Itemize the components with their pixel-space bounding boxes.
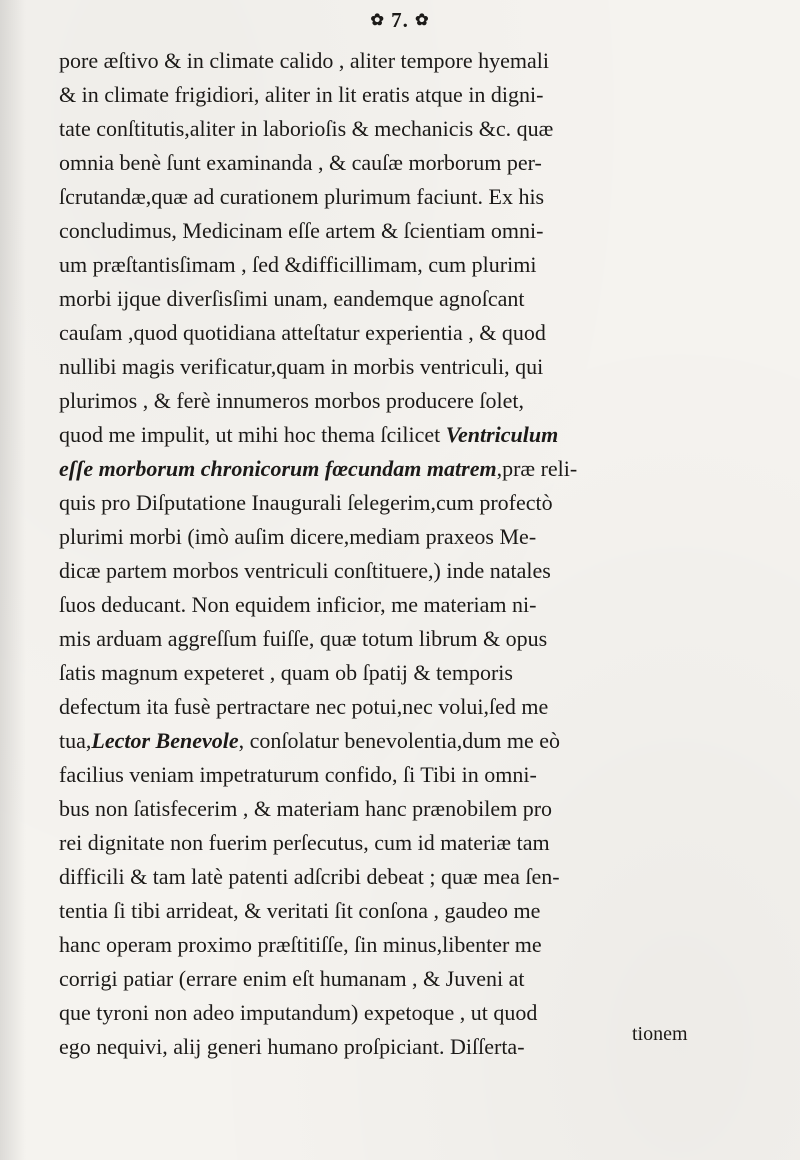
text-line: pore æſtivo & in climate calido , aliter tempore hyemali <box>59 48 549 73</box>
italic-phrase: Ventriculum <box>445 422 559 447</box>
text-line: ſatis magnum expeteret , quam ob ſpatij & temporis <box>59 660 513 685</box>
text-line: omnia benè ſunt examinanda , & cauſæ morborum per- <box>59 150 542 175</box>
text-line: tua,Lector Benevole, conſolatur benevolentia,dum me eò <box>59 728 560 753</box>
text-line: concludimus, Medicinam eſſe artem & ſcientiam omni- <box>59 218 544 243</box>
text-line: tate conſtitutis,aliter in laborioſis & mechanicis &c. quæ <box>59 116 554 141</box>
text-line: tentia ſi tibi arrideat, & veritati ſit conſona , gaudeo me <box>59 898 541 923</box>
ornament-right-icon: ✿ <box>415 12 430 29</box>
text-line: defectum ita fusè pertractare nec potui,nec volui,ſed me <box>59 694 549 719</box>
page-number: 7. <box>391 8 409 32</box>
text-line: facilius veniam impetraturum confido, ſi Tibi in omni- <box>59 762 537 787</box>
text-line: plurimi morbi (imò auſim dicere,mediam praxeos Me- <box>59 524 537 549</box>
text-line: ſuos deducant. Non equidem inficior, me materiam ni- <box>59 592 537 617</box>
binding-shadow <box>0 0 26 1160</box>
text-line: eſſe morborum chronicorum fœcundam matrem,præ reli- <box>59 456 578 481</box>
page-header <box>0 8 800 33</box>
text-line: hanc operam proximo præſtitiſſe, ſin minus,libenter me <box>59 932 542 957</box>
body-text <box>59 44 719 1064</box>
text-line: quis pro Diſputatione Inaugurali ſelegerim,cum profectò <box>59 490 553 515</box>
text-line: corrigi patiar (errare enim eſt humanam , & Juveni at <box>59 966 525 991</box>
text-line: difficili & tam latè patenti adſcribi debeat ; quæ mea ſen- <box>59 864 560 889</box>
text-line: rei dignitate non fuerim perſecutus, cum id materiæ tam <box>59 830 550 855</box>
ornament-left-icon: ✿ <box>370 12 385 29</box>
text-line: dicæ partem morbos ventriculi conſtituere,) inde natales <box>59 558 551 583</box>
text-line: plurimos , & ferè innumeros morbos producere ſolet, <box>59 388 524 413</box>
text-line: ſcrutandæ,quæ ad curationem plurimum faciunt. Ex his <box>59 184 545 209</box>
text-line: nullibi magis verificatur,quam in morbis ventriculi, qui <box>59 354 544 379</box>
text-line: bus non ſatisfecerim , & materiam hanc prænobilem pro <box>59 796 553 821</box>
text-line: mis arduam aggreſſum fuiſſe, quæ totum librum & opus <box>59 626 548 651</box>
text-line: cauſam ,quod quotidiana atteſtatur experientia , & quod <box>59 320 546 345</box>
italic-phrase: Lector Benevole <box>91 728 239 753</box>
catchword: tionem <box>632 1023 688 1045</box>
text-line: & in climate frigidiori, aliter in lit eratis atque in digni- <box>59 82 544 107</box>
text-line: que tyroni non adeo imputandum) expetoque , ut quod <box>59 1000 538 1025</box>
text-line: quod me impulit, ut mihi hoc thema ſcilicet Ventriculum <box>59 422 559 447</box>
text-line: ego nequivi, alij generi humano proſpiciant. Diſſerta- <box>59 1034 525 1059</box>
text-line: morbi ijque diverſisſimi unam, eandemque agnoſcant <box>59 286 525 311</box>
italic-phrase: eſſe morborum chronicorum fœcundam matrem <box>59 456 497 481</box>
text-line: um præſtantisſimam , ſed &difficillimam, cum plurimi <box>59 252 537 277</box>
